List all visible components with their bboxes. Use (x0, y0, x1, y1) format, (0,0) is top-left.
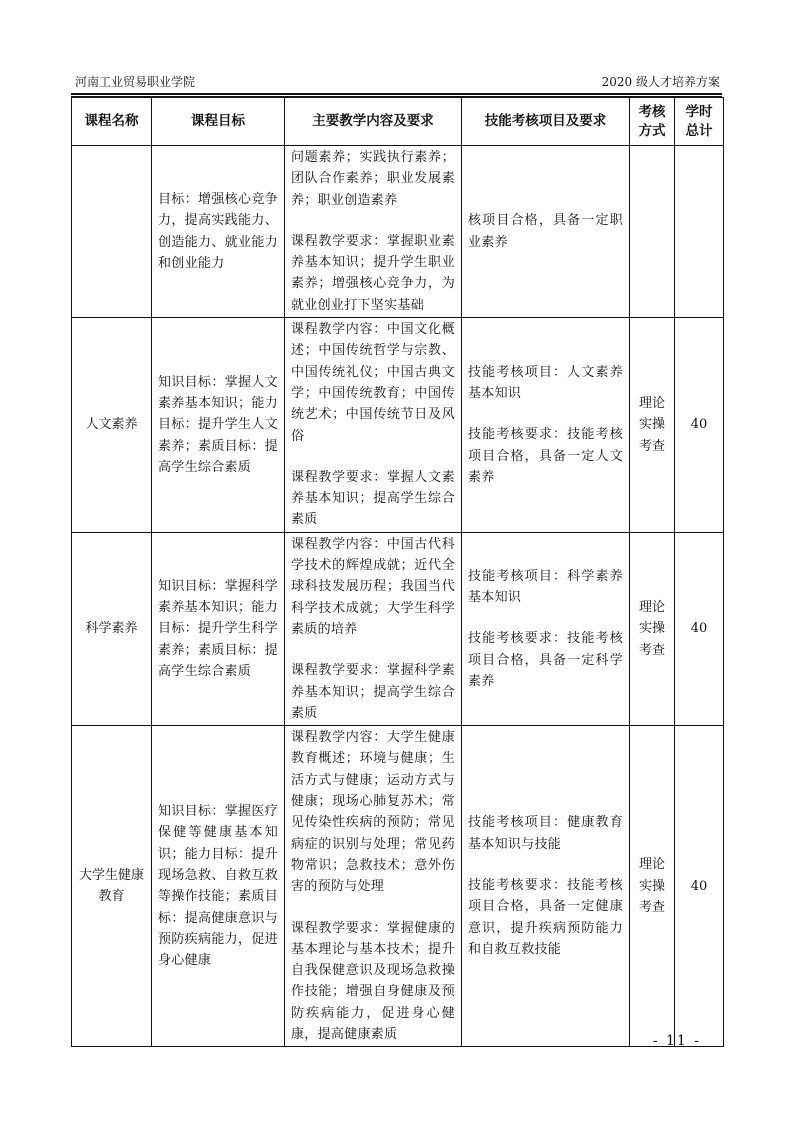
skill-assessment-cell (462, 726, 630, 1047)
exam-method-line: 考查 (638, 642, 665, 658)
header-rule (71, 93, 722, 95)
exam-method (630, 854, 674, 918)
course-goal: 知识目标：掌握科学素养基本知识；能力目标：提升学生科学素养；素质目标：提高学生综合素质 (158, 578, 278, 679)
table-row (72, 318, 724, 533)
course-goal: 知识目标：掌握医疗保健等健康基本知识；能力目标：提升现场急救、自救互救等操作技能；素质目标：提高健康意识与预防疾病能力，促进身心健康 (158, 804, 278, 969)
exam-method-line: 考查 (638, 438, 665, 454)
course-goal-cell (152, 532, 285, 725)
course-goal: 目标：增强核心竞争力，提高实践能力、创造能力、就业能力和创业能力 (158, 191, 278, 271)
total-hours-cell (675, 532, 724, 725)
exam-method-cell (630, 532, 675, 725)
teaching-content-text: 课程教学内容：中国文化概述；中国传统哲学与宗教、中国传统礼仪；中国古典文学；中国传统教育；中国传统艺术；中国传统节日及风俗 (291, 322, 455, 444)
course-name-cell (72, 726, 152, 1047)
teaching-requirement-text: 课程教学要求：掌握科学素养基本知识；提高学生综合素质 (291, 663, 455, 721)
course-name: 大学生健康教育 (78, 867, 144, 905)
exam-method-cell (630, 318, 675, 533)
course-goal: 知识目标：掌握人文素养基本知识；能力目标：提升学生人文素养；素质目标：提高学生综合素质 (158, 374, 278, 475)
col-header-skill-assessment: 技能考核项目及要求 (462, 98, 630, 146)
col-header-course-name: 课程名称 (72, 98, 152, 146)
col-header-total-hours (675, 98, 724, 146)
total-hours-cell (675, 318, 724, 533)
col-header-course-goal: 课程目标 (152, 98, 285, 146)
total-hours-cell (675, 726, 724, 1047)
col-header-hours-line1: 学时 (685, 103, 713, 120)
skill-assessment-requirement: 技能考核要求：技能考核项目合格，具备一定健康意识，提升疾病预防能力和自救互救技能 (468, 877, 623, 957)
school-name: 河南工业贸易职业学院 (75, 75, 196, 89)
skill-assessment-project: 技能考核项目：科学素养基本知识 (468, 568, 623, 605)
table-row (72, 532, 724, 725)
teaching-requirement-text: 课程教学要求：掌握健康的基本理论与基本技术；提升自我保健意识及现场急救操作技能；增强自身健康及预防疾病能力，促进身心健康，提高健康素质 (291, 920, 455, 1042)
skill-assessment-text: 核项目合格，具备一定职业素养 (468, 213, 623, 250)
page-header (71, 74, 722, 92)
total-hours-cell (675, 146, 724, 318)
table-header-row (72, 98, 724, 146)
exam-method-cell (630, 726, 675, 1047)
exam-method-line: 实操 (638, 878, 665, 894)
teaching-requirement-text: 课程教学要求：掌握人文素养基本知识；提高学生综合素质 (291, 469, 455, 528)
course-name-cell (72, 318, 152, 533)
skill-assessment-cell (462, 532, 630, 725)
total-hours: 40 (690, 878, 708, 894)
skill-assessment-requirement: 技能考核要求：技能考核项目合格，具备一定人文素养 (468, 427, 623, 485)
exam-method (630, 597, 674, 661)
skill-assessment-cell (462, 146, 630, 318)
exam-method (630, 393, 674, 457)
teaching-content-cell (285, 318, 462, 533)
teaching-requirement-text: 课程教学要求：掌握职业素养基本知识；提升学生职业素养；增强核心竞争力，为就业创业打下坚实基础 (291, 233, 455, 313)
col-header-exam-method (630, 98, 675, 146)
skill-assessment-project: 技能考核项目：健康教育基本知识与技能 (468, 815, 623, 852)
exam-method-line: 理论 (638, 395, 665, 411)
course-name: 人文素养 (85, 417, 138, 433)
col-header-hours-line2: 总计 (685, 122, 713, 139)
skill-assessment-requirement: 技能考核要求：技能考核项目合格，具备一定科学素养 (468, 631, 623, 689)
course-goal-cell (152, 726, 285, 1047)
teaching-content-cell (285, 726, 462, 1047)
exam-method-line: 实操 (638, 621, 665, 637)
course-goal-cell (152, 318, 285, 533)
table-row (72, 146, 724, 318)
exam-method-line: 理论 (638, 857, 665, 873)
exam-method-line: 实操 (638, 417, 665, 433)
course-name-cell (72, 532, 152, 725)
teaching-content-cell (285, 532, 462, 725)
skill-assessment-cell (462, 318, 630, 533)
skill-assessment-project: 技能考核项目：人文素养基本知识 (468, 364, 623, 401)
course-name-cell (72, 146, 152, 318)
teaching-content-text: 问题素养；实践执行素养；团队合作素养；职业发展素养；职业创造素养 (291, 150, 455, 208)
col-header-exam-line2: 方式 (638, 122, 666, 139)
col-header-exam-line1: 考核 (638, 103, 666, 120)
col-header-teaching-content: 主要教学内容及要求 (285, 98, 462, 146)
exam-method-line: 考查 (638, 899, 665, 915)
teaching-content-cell (285, 146, 462, 318)
total-hours: 40 (690, 621, 708, 637)
document-title: 2020 级人才培养方案 (601, 75, 720, 89)
teaching-content-text: 课程教学内容：大学生健康教育概述；环境与健康；生活方式与健康；运动方式与健康；现场心肺复苏术；常见传染性疾病的预防；常见病症的识别与处理；常见药物常识；急救技术；意外伤害的预防与处理 (291, 730, 455, 895)
page-number: - 11 - (652, 1033, 701, 1049)
course-table (71, 97, 724, 1047)
course-goal-cell (152, 146, 285, 318)
course-name: 科学素养 (85, 621, 138, 637)
total-hours: 40 (690, 417, 708, 433)
exam-method-line: 理论 (638, 599, 665, 615)
exam-method-cell (630, 146, 675, 318)
table-row (72, 726, 724, 1047)
teaching-content-text: 课程教学内容：中国古代科学技术的辉煌成就；近代全球科技发展历程；我国当代科学技术成就；大学生科学素质的培养 (291, 536, 455, 637)
